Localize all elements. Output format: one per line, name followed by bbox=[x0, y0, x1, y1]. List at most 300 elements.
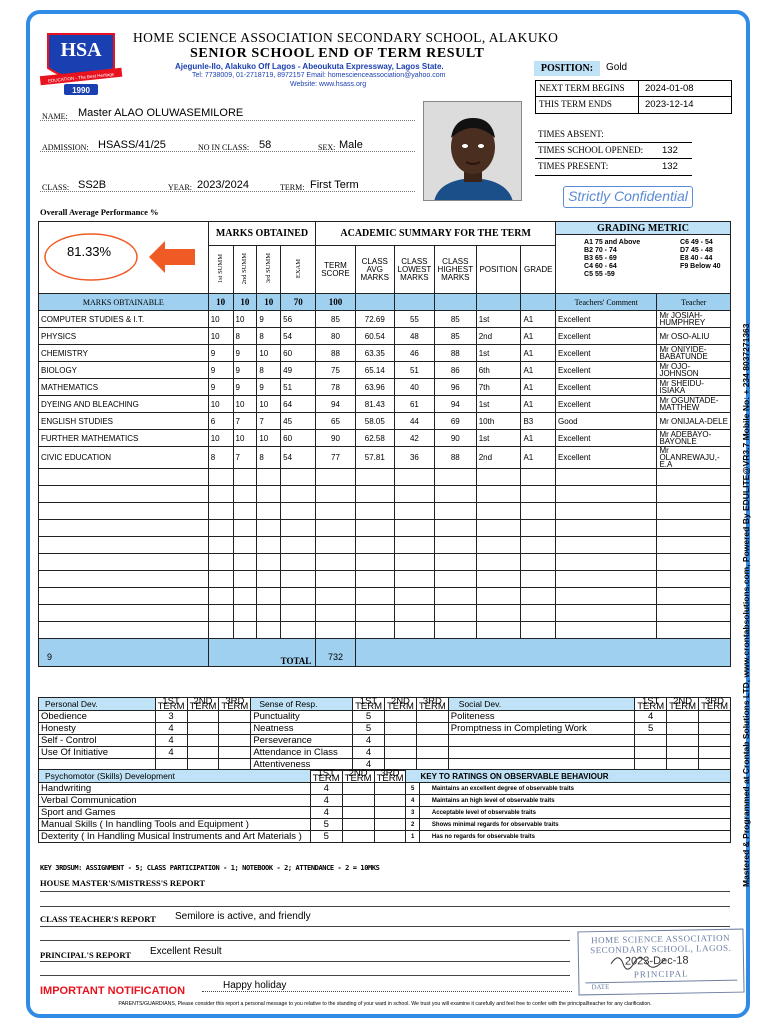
empty-cell bbox=[39, 571, 209, 588]
result-title: SENIOR SCHOOL END OF TERM RESULT bbox=[190, 46, 485, 61]
empty-cell bbox=[233, 503, 257, 520]
class-teacher-value: Semilore is active, and friendly bbox=[175, 911, 311, 922]
teacher-name: Mr OGUNTADE-MATTHEW bbox=[657, 396, 731, 413]
empty-cell bbox=[187, 723, 219, 735]
subject-pos: 1st bbox=[476, 345, 521, 362]
empty-cell bbox=[394, 622, 434, 639]
term-label: TERM: bbox=[280, 183, 305, 192]
grading-metric-heading: GRADING METRIC bbox=[556, 222, 730, 235]
key-rating-number: 1 bbox=[406, 831, 419, 843]
subject-avg: 60.54 bbox=[355, 328, 394, 345]
principal-label: PRINCIPAL'S REPORT bbox=[40, 950, 131, 960]
trait-name: Use Of Initiative bbox=[39, 747, 156, 759]
empty-cell bbox=[355, 605, 394, 622]
subject-s1: 10 bbox=[208, 328, 233, 345]
empty-cell bbox=[476, 605, 521, 622]
subject-avg: 72.69 bbox=[355, 311, 394, 328]
teacher-comment: Excellent bbox=[556, 396, 657, 413]
empty-cell bbox=[384, 711, 416, 723]
times-present-label: TIMES PRESENT: bbox=[538, 161, 609, 171]
empty-cell bbox=[208, 503, 233, 520]
col-position: POSITION bbox=[476, 246, 521, 294]
empty-cell bbox=[39, 537, 209, 554]
position-value: Gold bbox=[606, 62, 628, 73]
subject-name: BIOLOGY bbox=[39, 362, 209, 379]
empty-cell bbox=[39, 554, 209, 571]
subject-name: ENGLISH STUDIES bbox=[39, 413, 209, 430]
key-rating-text: Shows minimal regards for observable traits bbox=[419, 819, 730, 831]
teacher-name: Mr ADEBAYO-BAYONLE bbox=[657, 430, 731, 447]
col-exam: EXAM bbox=[294, 258, 302, 279]
empty-cell bbox=[316, 469, 355, 486]
empty-cell bbox=[257, 571, 281, 588]
marks-obtainable-label: MARKS OBTAINABLE bbox=[39, 294, 209, 311]
empty-cell bbox=[476, 622, 521, 639]
sex-value: Male bbox=[339, 139, 363, 151]
grade-row: C4 60 - 64 bbox=[584, 263, 617, 270]
subject-s2: 10 bbox=[233, 396, 257, 413]
subject-exam: 60 bbox=[281, 430, 316, 447]
empty-cell bbox=[233, 520, 257, 537]
psychomotor-row bbox=[39, 795, 731, 807]
trait-name: Perseverance bbox=[251, 735, 353, 747]
subject-pos: 1st bbox=[476, 396, 521, 413]
empty-cell bbox=[556, 503, 657, 520]
subject-high: 88 bbox=[434, 345, 476, 362]
empty-cell bbox=[355, 571, 394, 588]
key-ratings-heading: KEY TO RATINGS ON OBSERVABLE BEHAVIOUR bbox=[406, 770, 731, 783]
subject-s2: 9 bbox=[233, 345, 257, 362]
empty-cell bbox=[384, 747, 416, 759]
teacher-comment: Excellent bbox=[556, 311, 657, 328]
subject-low: 61 bbox=[394, 396, 434, 413]
empty-cell bbox=[476, 537, 521, 554]
subject-row bbox=[39, 311, 731, 328]
trait-name: Obedience bbox=[39, 711, 156, 723]
empty-cell bbox=[233, 486, 257, 503]
subject-high: 90 bbox=[434, 430, 476, 447]
principal-value: Excellent Result bbox=[150, 946, 222, 957]
empty-cell bbox=[521, 622, 556, 639]
behaviour-row bbox=[39, 723, 731, 735]
empty-cell bbox=[416, 747, 448, 759]
col-class-lowest: CLASS LOWEST MARKS bbox=[394, 246, 434, 294]
empty-cell bbox=[342, 807, 374, 819]
trait-name: Attendance in Class bbox=[251, 747, 353, 759]
results-table bbox=[38, 221, 731, 667]
psychomotor-rows bbox=[39, 783, 731, 843]
empty-cell bbox=[316, 571, 355, 588]
empty-cell bbox=[394, 537, 434, 554]
empty-cell bbox=[281, 622, 316, 639]
teacher-name: Mr ONIYIDE-BABATUNDE bbox=[657, 345, 731, 362]
subject-grade: A1 bbox=[521, 311, 556, 328]
empty-cell bbox=[281, 537, 316, 554]
subject-total: 77 bbox=[316, 447, 355, 469]
empty-cell bbox=[187, 747, 219, 759]
subject-avg: 65.14 bbox=[355, 362, 394, 379]
empty-cell bbox=[667, 747, 699, 759]
empty-cell bbox=[476, 503, 521, 520]
empty-cell bbox=[39, 588, 209, 605]
subject-total: 90 bbox=[316, 430, 355, 447]
subject-row bbox=[39, 430, 731, 447]
psychomotor-row bbox=[39, 783, 731, 795]
empty-cell bbox=[316, 588, 355, 605]
no-in-class-label: NO IN CLASS: bbox=[198, 143, 250, 152]
empty-cell bbox=[476, 486, 521, 503]
empty-cell bbox=[699, 735, 731, 747]
empty-cell bbox=[281, 469, 316, 486]
subject-avg: 81.43 bbox=[355, 396, 394, 413]
empty-cell bbox=[316, 503, 355, 520]
teacher-name: Mr JOSIAH-HUMPHREY bbox=[657, 311, 731, 328]
empty-cell bbox=[374, 807, 406, 819]
trait-rating: 4 bbox=[353, 747, 385, 759]
disclaimer: PARENTS/GUARDIANS, Please consider this report a personal message to you relative to the standing of your ward in school. We trust you will examine it carefully and feel free to confer with the principal/teacher for any clarification. bbox=[118, 1001, 652, 1007]
empty-cell bbox=[342, 783, 374, 795]
empty-cell bbox=[521, 469, 556, 486]
subject-pos: 7th bbox=[476, 379, 521, 396]
empty-cell bbox=[635, 747, 667, 759]
term-head: 2ND TERM bbox=[384, 698, 416, 711]
teacher-name: Mr OJO-JOHNSON bbox=[657, 362, 731, 379]
times-opened-label: TIMES SCHOOL OPENED: bbox=[538, 145, 644, 155]
behaviour-row bbox=[39, 747, 731, 759]
subject-exam: 54 bbox=[281, 328, 316, 345]
trait-rating: 4 bbox=[635, 711, 667, 723]
subject-s1: 10 bbox=[208, 430, 233, 447]
empty-cell bbox=[635, 735, 667, 747]
subject-grade: A1 bbox=[521, 328, 556, 345]
skill-rating: 5 bbox=[310, 819, 342, 831]
empty-cell bbox=[667, 711, 699, 723]
empty-cell bbox=[699, 747, 731, 759]
subject-s1: 6 bbox=[208, 413, 233, 430]
subject-grade: A1 bbox=[521, 362, 556, 379]
position-label: POSITION: bbox=[534, 61, 600, 76]
subject-s3: 8 bbox=[257, 328, 281, 345]
empty-cell bbox=[208, 554, 233, 571]
col-term-score: TERM SCORE bbox=[316, 246, 355, 294]
empty-cell bbox=[699, 723, 731, 735]
marks-obtainable-value: 10 bbox=[257, 294, 281, 311]
empty-cell bbox=[342, 795, 374, 807]
grade-row: C6 49 - 54 bbox=[680, 239, 713, 246]
empty-cell bbox=[281, 588, 316, 605]
term-head: 1ST TERM bbox=[353, 698, 385, 711]
trait-rating: 4 bbox=[155, 747, 187, 759]
empty-row bbox=[39, 469, 731, 486]
subject-s2: 7 bbox=[233, 447, 257, 469]
key-rating-number: 2 bbox=[406, 819, 419, 831]
stamp-principal: PRINCIPAL bbox=[633, 968, 689, 980]
subject-avg: 62.58 bbox=[355, 430, 394, 447]
overall-average-value: 81.33% bbox=[67, 244, 112, 259]
trait-rating: 5 bbox=[353, 711, 385, 723]
key-rating-text: Maintains an excellent degree of observable traits bbox=[419, 783, 730, 795]
subject-low: 42 bbox=[394, 430, 434, 447]
empty-cell bbox=[657, 622, 731, 639]
empty-cell bbox=[556, 486, 657, 503]
subject-pos: 6th bbox=[476, 362, 521, 379]
subject-name: FURTHER MATHEMATICS bbox=[39, 430, 209, 447]
empty-cell bbox=[657, 469, 731, 486]
empty-cell bbox=[257, 554, 281, 571]
empty-cell bbox=[355, 503, 394, 520]
term-head: 3RD TERM bbox=[699, 698, 731, 711]
behaviour-table bbox=[38, 697, 731, 771]
trait-rating: 5 bbox=[635, 723, 667, 735]
subject-pos: 10th bbox=[476, 413, 521, 430]
empty-cell bbox=[355, 554, 394, 571]
empty-cell bbox=[556, 588, 657, 605]
empty-cell bbox=[434, 537, 476, 554]
teacher-name: Mr OLANREWAJU,-E.A bbox=[657, 447, 731, 469]
empty-cell bbox=[667, 735, 699, 747]
subject-s2: 9 bbox=[233, 379, 257, 396]
school-logo bbox=[38, 28, 124, 98]
subject-s3: 8 bbox=[257, 447, 281, 469]
skill-rating: 4 bbox=[310, 783, 342, 795]
subject-avg: 63.96 bbox=[355, 379, 394, 396]
term-head: 2ND TERM bbox=[342, 770, 374, 783]
empty-cell bbox=[394, 588, 434, 605]
times-absent-label: TIMES ABSENT: bbox=[538, 129, 604, 139]
trait-name: Honesty bbox=[39, 723, 156, 735]
subject-exam: 49 bbox=[281, 362, 316, 379]
empty-cell bbox=[219, 711, 251, 723]
empty-row bbox=[39, 588, 731, 605]
term-head: 1ST TERM bbox=[155, 698, 187, 711]
subject-s1: 10 bbox=[208, 396, 233, 413]
overall-average-graphic bbox=[41, 223, 201, 293]
subject-name: CIVIC EDUCATION bbox=[39, 447, 209, 469]
empty-cell bbox=[416, 735, 448, 747]
empty-cell bbox=[39, 486, 209, 503]
empty-cell bbox=[434, 469, 476, 486]
school-address: Ajegunle-Ilo, Alakuko Off Lagos - Abeoukuta Expressway, Lagos State. bbox=[175, 62, 444, 71]
house-master-row bbox=[40, 874, 730, 892]
times-present-value: 132 bbox=[662, 161, 678, 172]
term-head: 3RD TERM bbox=[219, 698, 251, 711]
empty-cell bbox=[448, 735, 634, 747]
grade-row: C5 55 -59 bbox=[584, 271, 615, 278]
teacher-comment: Excellent bbox=[556, 328, 657, 345]
subject-grade: A1 bbox=[521, 396, 556, 413]
subject-s3: 10 bbox=[257, 430, 281, 447]
class-label: CLASS: bbox=[42, 183, 70, 192]
empty-cell bbox=[208, 469, 233, 486]
empty-cell bbox=[316, 486, 355, 503]
subject-s3: 7 bbox=[257, 413, 281, 430]
subject-low: 40 bbox=[394, 379, 434, 396]
empty-cell bbox=[434, 486, 476, 503]
empty-cell bbox=[316, 622, 355, 639]
subject-name: COMPUTER STUDIES & I.T. bbox=[39, 311, 209, 328]
marks-obtainable-value: 100 bbox=[316, 294, 355, 311]
empty-cell bbox=[233, 571, 257, 588]
col-3rd-summ: 3rd SUMM bbox=[265, 253, 273, 284]
subject-low: 36 bbox=[394, 447, 434, 469]
school-contacts: Tel: 7738009, 01-2718719, 8972157 Email: homescienceassociation@yahoo.com bbox=[192, 72, 446, 79]
term-dates-box bbox=[535, 80, 732, 114]
empty-cell bbox=[394, 503, 434, 520]
empty-cell bbox=[556, 537, 657, 554]
empty-cell bbox=[556, 520, 657, 537]
marks-obtainable-value: 10 bbox=[233, 294, 257, 311]
empty-cell bbox=[394, 520, 434, 537]
empty-cell bbox=[521, 520, 556, 537]
subject-s1: 8 bbox=[208, 447, 233, 469]
school-website: Website: www.hsass.org bbox=[290, 81, 367, 88]
subject-high: 69 bbox=[434, 413, 476, 430]
empty-cell bbox=[208, 520, 233, 537]
next-term-label: NEXT TERM BEGINS bbox=[536, 81, 639, 96]
confidential-stamp: Strictly Confidential bbox=[563, 186, 693, 208]
subject-low: 55 bbox=[394, 311, 434, 328]
psychomotor-heading: Psychomotor (Skills) Development bbox=[39, 770, 311, 783]
subject-total: 88 bbox=[316, 345, 355, 362]
overall-average-title: Overall Average Performance % bbox=[40, 207, 159, 217]
empty-cell bbox=[394, 605, 434, 622]
subject-exam: 60 bbox=[281, 345, 316, 362]
marks-obtained-heading: MARKS OBTAINED bbox=[208, 222, 316, 246]
empty-cell bbox=[219, 747, 251, 759]
admission-value: HSASS/41/25 bbox=[98, 139, 166, 151]
subject-count: 9 bbox=[39, 639, 209, 667]
subject-name: MATHEMATICS bbox=[39, 379, 209, 396]
psychomotor-row bbox=[39, 807, 731, 819]
term-ends-value: 2023-12-14 bbox=[645, 99, 694, 110]
grade-row: A1 75 and Above bbox=[584, 239, 641, 246]
subject-total: 65 bbox=[316, 413, 355, 430]
subject-s1: 9 bbox=[208, 379, 233, 396]
year-label: YEAR: bbox=[168, 183, 192, 192]
overall-average-cell bbox=[39, 222, 209, 294]
grading-scale bbox=[556, 235, 730, 279]
empty-cell bbox=[657, 571, 731, 588]
empty-cell bbox=[374, 795, 406, 807]
trait-rating: 4 bbox=[353, 735, 385, 747]
empty-row bbox=[39, 503, 731, 520]
subject-exam: 54 bbox=[281, 447, 316, 469]
subject-row bbox=[39, 413, 731, 430]
empty-cell bbox=[39, 469, 209, 486]
empty-cell bbox=[434, 588, 476, 605]
grade-row: F9 Below 40 bbox=[680, 263, 721, 270]
empty-cell bbox=[434, 622, 476, 639]
stamp-date: 2023-Dec-18 bbox=[624, 954, 689, 968]
subject-pos: 2nd bbox=[476, 328, 521, 345]
subject-exam: 56 bbox=[281, 311, 316, 328]
empty-cell bbox=[233, 622, 257, 639]
empty-cell bbox=[521, 554, 556, 571]
empty-cell bbox=[233, 469, 257, 486]
admission-row bbox=[40, 138, 415, 152]
sense-of-resp-heading: Sense of Resp. bbox=[251, 698, 353, 711]
subject-low: 48 bbox=[394, 328, 434, 345]
empty-cell bbox=[355, 622, 394, 639]
subject-name: PHYSICS bbox=[39, 328, 209, 345]
skill-rating: 5 bbox=[310, 831, 342, 843]
blank-line bbox=[40, 964, 570, 976]
term-value: First Term bbox=[310, 179, 359, 191]
empty-cell bbox=[699, 711, 731, 723]
empty-cell bbox=[394, 571, 434, 588]
principal-signature bbox=[609, 949, 669, 972]
empty-cell bbox=[316, 605, 355, 622]
subject-s3: 9 bbox=[257, 311, 281, 328]
skill-name: Sport and Games bbox=[39, 807, 311, 819]
house-master-label: HOUSE MASTER'S/MISTRESS'S REPORT bbox=[40, 878, 206, 888]
empty-cell bbox=[257, 503, 281, 520]
empty-cell bbox=[281, 503, 316, 520]
empty-cell bbox=[556, 554, 657, 571]
empty-cell bbox=[342, 819, 374, 831]
no-in-class-value: 58 bbox=[259, 139, 272, 151]
teacher-comment: Excellent bbox=[556, 430, 657, 447]
empty-cell bbox=[476, 571, 521, 588]
empty-cell bbox=[281, 520, 316, 537]
subject-high: 94 bbox=[434, 396, 476, 413]
subject-low: 44 bbox=[394, 413, 434, 430]
results-header bbox=[39, 222, 731, 246]
term-head: 1ST TERM bbox=[310, 770, 342, 783]
empty-cell bbox=[521, 537, 556, 554]
empty-cell bbox=[657, 537, 731, 554]
subject-avg: 63.35 bbox=[355, 345, 394, 362]
skill-name: Handwriting bbox=[39, 783, 311, 795]
student-photo bbox=[423, 101, 522, 201]
trait-name: Attentiveness bbox=[251, 759, 353, 771]
stamp-line: SECONDARY SCHOOL, LAGOS. bbox=[590, 942, 732, 956]
trait-rating: 5 bbox=[353, 723, 385, 735]
sex-label: SEX: bbox=[318, 143, 336, 152]
key-rating-number: 5 bbox=[406, 783, 419, 795]
marks-obtainable-row bbox=[39, 294, 731, 311]
empty-cell bbox=[657, 605, 731, 622]
times-opened-value: 132 bbox=[662, 145, 678, 156]
class-row bbox=[40, 178, 415, 192]
empty-cell bbox=[208, 588, 233, 605]
teacher-comment: Excellent bbox=[556, 345, 657, 362]
empty-row bbox=[39, 486, 731, 503]
subject-grade: B3 bbox=[521, 413, 556, 430]
subject-name: DYEING AND BLEACHING bbox=[39, 396, 209, 413]
subject-total: 85 bbox=[316, 311, 355, 328]
empty-cell bbox=[208, 605, 233, 622]
subject-row bbox=[39, 362, 731, 379]
col-1st-summ: 1st SUMM bbox=[217, 253, 225, 284]
empty-cell bbox=[233, 537, 257, 554]
empty-cell bbox=[476, 469, 521, 486]
subject-s1: 9 bbox=[208, 345, 233, 362]
empty-row bbox=[39, 622, 731, 639]
subject-s2: 10 bbox=[233, 430, 257, 447]
trait-name: Self - Control bbox=[39, 735, 156, 747]
empty-cell bbox=[416, 723, 448, 735]
times-absent-value bbox=[642, 127, 692, 142]
attendance-box bbox=[535, 127, 692, 176]
subject-grade: A1 bbox=[521, 345, 556, 362]
trait-name: Neatness bbox=[251, 723, 353, 735]
subject-high: 96 bbox=[434, 379, 476, 396]
skill-name: Verbal Communication bbox=[39, 795, 311, 807]
teacher-name: Mr OSO-ALIU bbox=[657, 328, 731, 345]
subject-s1: 10 bbox=[208, 311, 233, 328]
key-rating-text: Maintains an high level of observable traits bbox=[419, 795, 730, 807]
